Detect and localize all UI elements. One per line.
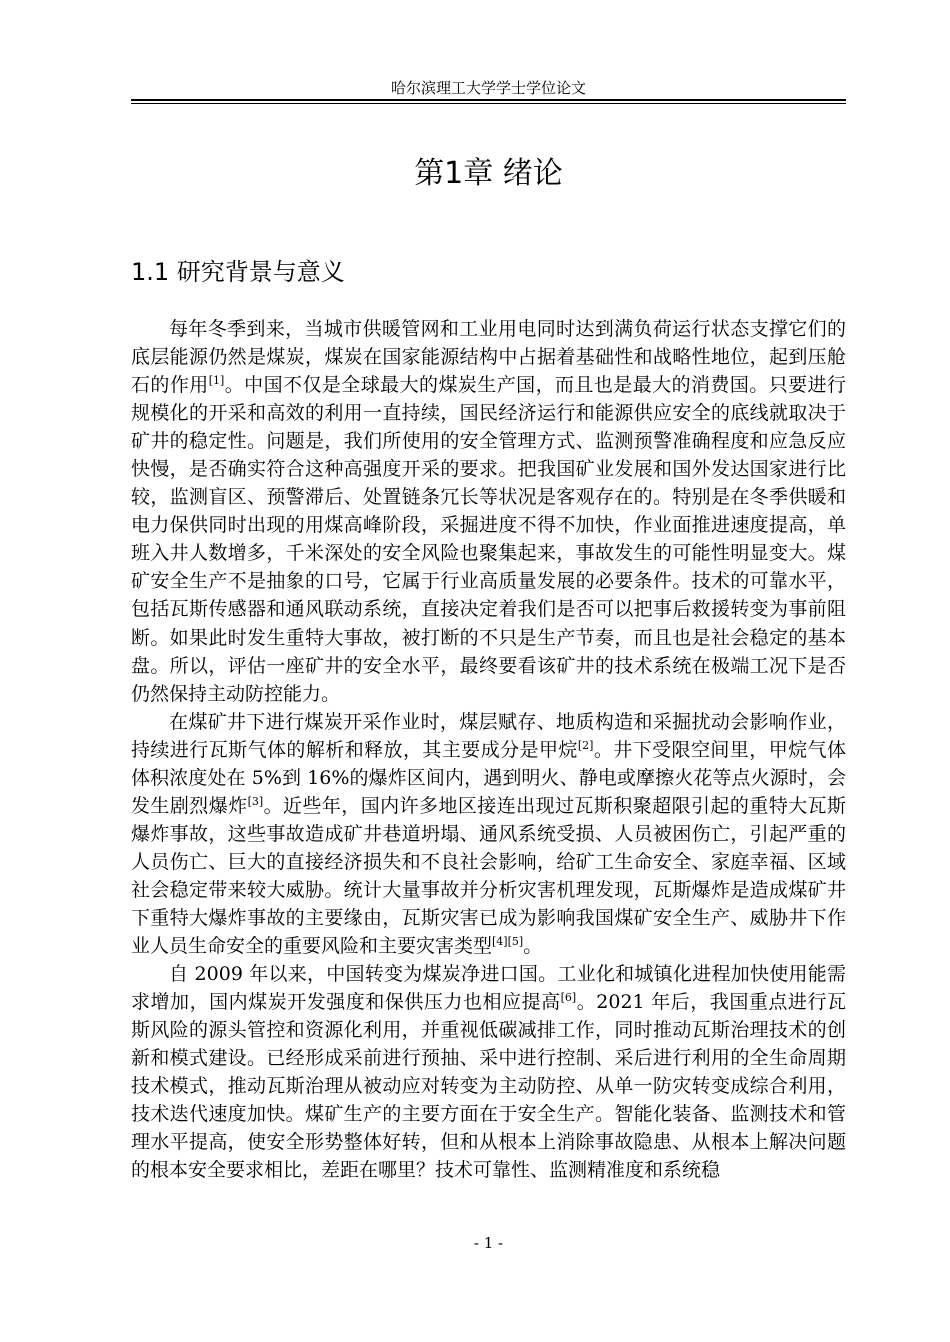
citation: [1]	[208, 374, 225, 388]
citation: [6]	[560, 991, 577, 1005]
citation: [2]	[577, 738, 594, 752]
header-rule-thin	[131, 103, 846, 104]
header-rule-thick	[131, 99, 846, 101]
body-text	[131, 315, 846, 1184]
text-run: 。	[523, 935, 543, 958]
citation: [4][5]	[492, 935, 524, 949]
paragraph	[131, 708, 846, 960]
running-header: 哈尔滨理工大学学士学位论文	[390, 79, 586, 97]
page-number: - 1 -	[473, 1234, 504, 1252]
text-run: 自 2009 年以来，中国转变为煤炭净进口国。工业化和城镇化进程加快使用能需求增加，国内煤炭开发强度和保供压力也相应提高	[131, 963, 846, 1014]
text-run: 。2021 年后，我国重点进行瓦斯风险的源头管控和资源化利用，并重视低碳减排工作，同时推动瓦斯治理技术的创新和模式建设。已经形成采前进行预抽、采中进行控制、采后进行利用的全生命周期技术模式，推动瓦斯治理从被动应对转变为主动防控、从单一防灾转变成综合利用，技术迭代速度加快。煤矿生产的主要方面在于安全生产。智能化装备、监测技术和管理水平提高，使安全形势整体好转，但和从根本上消除事故隐患、从根本上解决问题的根本安全要求相比，差距在哪里？技术可靠性、监测精准度和系统稳	[131, 991, 846, 1182]
paragraph	[131, 960, 846, 1184]
chapter-title: 第1章 绪论	[414, 156, 563, 191]
text-run: 。井下受限空间里，甲烷气体体积浓度处在 5%到 16%的爆炸区间内，遇到明火、静电或摩擦火花等点火源时，会发生剧烈爆炸	[131, 738, 846, 817]
text-run: 。中国不仅是全球最大的煤炭生产国，而且也是最大的消费国。只要进行规模化的开采和高效的利用一直持续，国民经济运行和能源供应安全的底线就取决于矿井的稳定性。问题是，我们所使用的安全管理方式、监测预警准确程度和应急反应快慢，是否确实符合这种高强度开采的要求。把我国矿业发展和国外发达国家进行比较，监测盲区、预警滞后、处置链条冗长等状况是客观存在的。特别是在冬季供暖和电力保供同时出现的用煤高峰阶段，采掘进度不得不加快，作业面推进速度提高，单班入井人数增多，千米深处的安全风险也聚集起来，事故发生的可能性明显变大。煤矿安全生产不是抽象的口号，它属于行业高质量发展的必要条件。技术的可靠水平，包括瓦斯传感器和通风联动系统，直接决定着我们是否可以把事后救援转变为事前阻断。如果此时发生重特大事故，被打断的不只是生产节奏，而且也是社会稳定的基本盘。所以，评估一座矿井的安全水平，最终要看该矿井的技术系统在极端工况下是否仍然保持主动防控能力。	[131, 374, 846, 705]
text-run: 。近些年，国内许多地区接连出现过瓦斯积聚超限引起的重特大瓦斯爆炸事故，这些事故造成矿井巷道坍塌、通风系统受损、人员被困伤亡，引起严重的人员伤亡、巨大的直接经济损失和不良社会影响，给矿工生命安全、家庭幸福、区域社会稳定带来较大威胁。统计大量事故并分析灾害机理发现，瓦斯爆炸是造成煤矿井下重特大爆炸事故的主要缘由，瓦斯灾害已成为影响我国煤矿安全生产、威胁井下作业人员生命安全的重要风险和主要灾害类型	[131, 794, 846, 958]
text-run: 在煤矿井下进行煤炭开采作业时，煤层赋存、地质构造和采掘扰动会影响作业，持续进行瓦斯气体的解析和释放，其主要成分是甲烷	[131, 710, 846, 761]
citation: [3]	[247, 794, 264, 808]
paragraph	[131, 315, 846, 708]
section-title: 1.1 研究背景与意义	[131, 258, 345, 286]
text-run: 每年冬季到来，当城市供暖管网和工业用电同时达到满负荷运行状态支撑它们的底层能源仍然是煤炭，煤炭在国家能源结构中占据着基础性和战略性地位，起到压舱石的作用	[131, 318, 846, 397]
